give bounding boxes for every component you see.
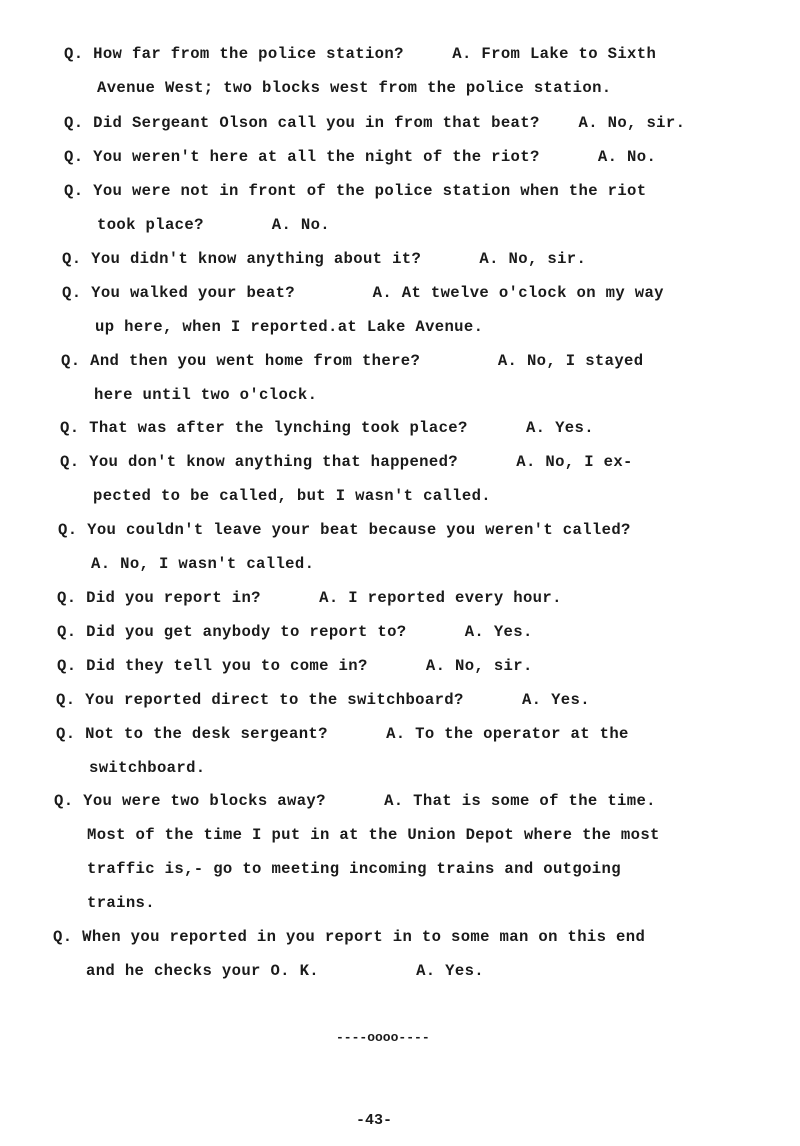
question-line: Q. That was after the lynching took place? A. Yes. <box>60 419 594 437</box>
continuation-line: Most of the time I put in at the Union Depot where the most <box>87 826 660 844</box>
question-line: Q. You were not in front of the police station when the riot <box>64 182 647 200</box>
question-line: Q. Did you report in? A. I reported every hour. <box>57 589 562 607</box>
question-line: Q. Did Sergeant Olson call you in from that beat? A. No, sir. <box>64 114 686 132</box>
question-line: Q. You don't know anything that happened? A. No, I ex- <box>60 453 633 471</box>
continuation-line: took place? A. No. <box>97 216 330 234</box>
question-line: Q. You didn't know anything about it? A. No, sir. <box>62 250 587 268</box>
question-line: Q. You weren't here at all the night of the riot? A. No. <box>64 148 657 166</box>
section-divider: ----oooo---- <box>336 1030 430 1045</box>
page-number: -43- <box>356 1112 393 1129</box>
continuation-line: A. No, I wasn't called. <box>91 555 315 573</box>
question-line: Q. You were two blocks away? A. That is some of the time. <box>54 792 656 810</box>
question-line: Q. And then you went home from there? A. No, I stayed <box>61 352 644 370</box>
question-line: Q. How far from the police station? A. From Lake to Sixth <box>64 45 657 63</box>
question-line: Q. When you reported in you report in to some man on this end <box>53 928 646 946</box>
question-line: Q. Did you get anybody to report to? A. Yes. <box>57 623 533 641</box>
continuation-line: trains. <box>87 894 155 912</box>
question-line: Q. Did they tell you to come in? A. No, sir. <box>57 657 533 675</box>
question-line: Q. Not to the desk sergeant? A. To the operator at the <box>56 725 629 743</box>
question-line: Q. You couldn't leave your beat because you weren't called? <box>58 521 631 539</box>
continuation-line: Avenue West; two blocks west from the police station. <box>97 79 612 97</box>
continuation-line: up here, when I reported.at Lake Avenue. <box>95 318 484 336</box>
continuation-line: traffic is,- go to meeting incoming trains and outgoing <box>87 860 621 878</box>
question-line: Q. You walked your beat? A. At twelve o'clock on my way <box>62 284 664 302</box>
question-line: Q. You reported direct to the switchboard? A. Yes. <box>56 691 590 709</box>
continuation-line: and he checks your O. K. A. Yes. <box>86 962 485 980</box>
continuation-line: pected to be called, but I wasn't called. <box>93 487 492 505</box>
continuation-line: here until two o'clock. <box>94 386 318 404</box>
continuation-line: switchboard. <box>89 759 206 777</box>
